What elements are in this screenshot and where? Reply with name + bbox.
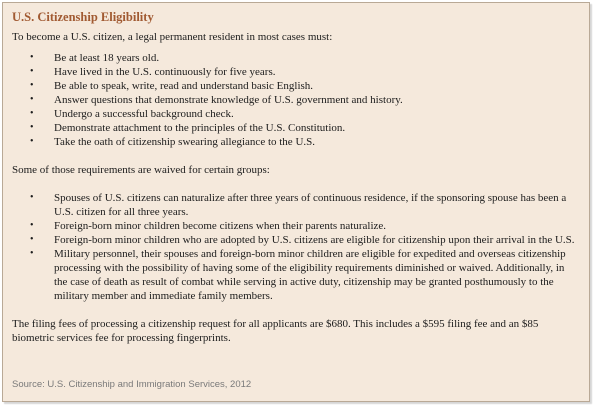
fees-text: The filing fees of processing a citizenship request for all applicants are $680. This includes a $595 filing fee and an $85 biometric services fee for processing fingerprints. [12, 318, 539, 344]
list-item: • Military personnel, their spouses and foreign-born minor children are eligible for expedited and overseas citizenship processing with the possibility of having some of the eligibility requirements diminished or waived. Additionally, in the case of death as result of combat while serving in active duty, citizenship may be granted posthumously to the military member and immediate family members. [30, 248, 566, 302]
list-item: • Be able to speak, write, read and understand basic English. [30, 80, 314, 92]
bullet-icon: • [30, 94, 34, 105]
list-item: • Foreign-born minor children who are adopted by U.S. citizens are eligible for citizenship upon their arrival in the U.S. [30, 234, 575, 246]
bullet-icon: • [30, 192, 34, 203]
list-item: • Be at least 18 years old. [30, 52, 160, 64]
bullet-icon: • [30, 220, 34, 231]
citizenship-eligibility-box [2, 2, 590, 402]
bullet-icon: • [30, 122, 34, 133]
bullet-icon: • [30, 80, 34, 91]
list-item: • Have lived in the U.S. continuously for five years. [30, 66, 276, 78]
intro-text: To become a U.S. citizen, a legal permanent resident in most cases must: [12, 31, 333, 43]
bullet-icon: • [30, 52, 34, 63]
list-item: • Demonstrate attachment to the principles of the U.S. Constitution. [30, 122, 346, 134]
box-title: U.S. Citizenship Eligibility [12, 10, 154, 24]
bullet-icon: • [30, 234, 34, 245]
bullet-icon: • [30, 66, 34, 77]
list-item: • Spouses of U.S. citizens can naturalize after three years of continuous residence, if the sponsoring spouse has been a U.S. citizen for all three years. [30, 192, 567, 218]
bullet-icon: • [30, 136, 34, 147]
waiver-intro-text: Some of those requirements are waived for certain groups: [12, 164, 270, 176]
list-item: • Undergo a successful background check. [30, 108, 234, 120]
list-item: • Foreign-born minor children become citizens when their parents naturalize. [30, 220, 387, 232]
bullet-icon: • [30, 248, 34, 259]
requirements-list [12, 51, 579, 149]
waivers-list [12, 191, 579, 303]
list-item: • Take the oath of citizenship swearing allegiance to the U.S. [30, 136, 316, 148]
list-item: • Answer questions that demonstrate knowledge of U.S. government and history. [30, 94, 403, 106]
source-note: Source: U.S. Citizenship and Immigration Services, 2012 [12, 379, 252, 390]
bullet-icon: • [30, 108, 34, 119]
